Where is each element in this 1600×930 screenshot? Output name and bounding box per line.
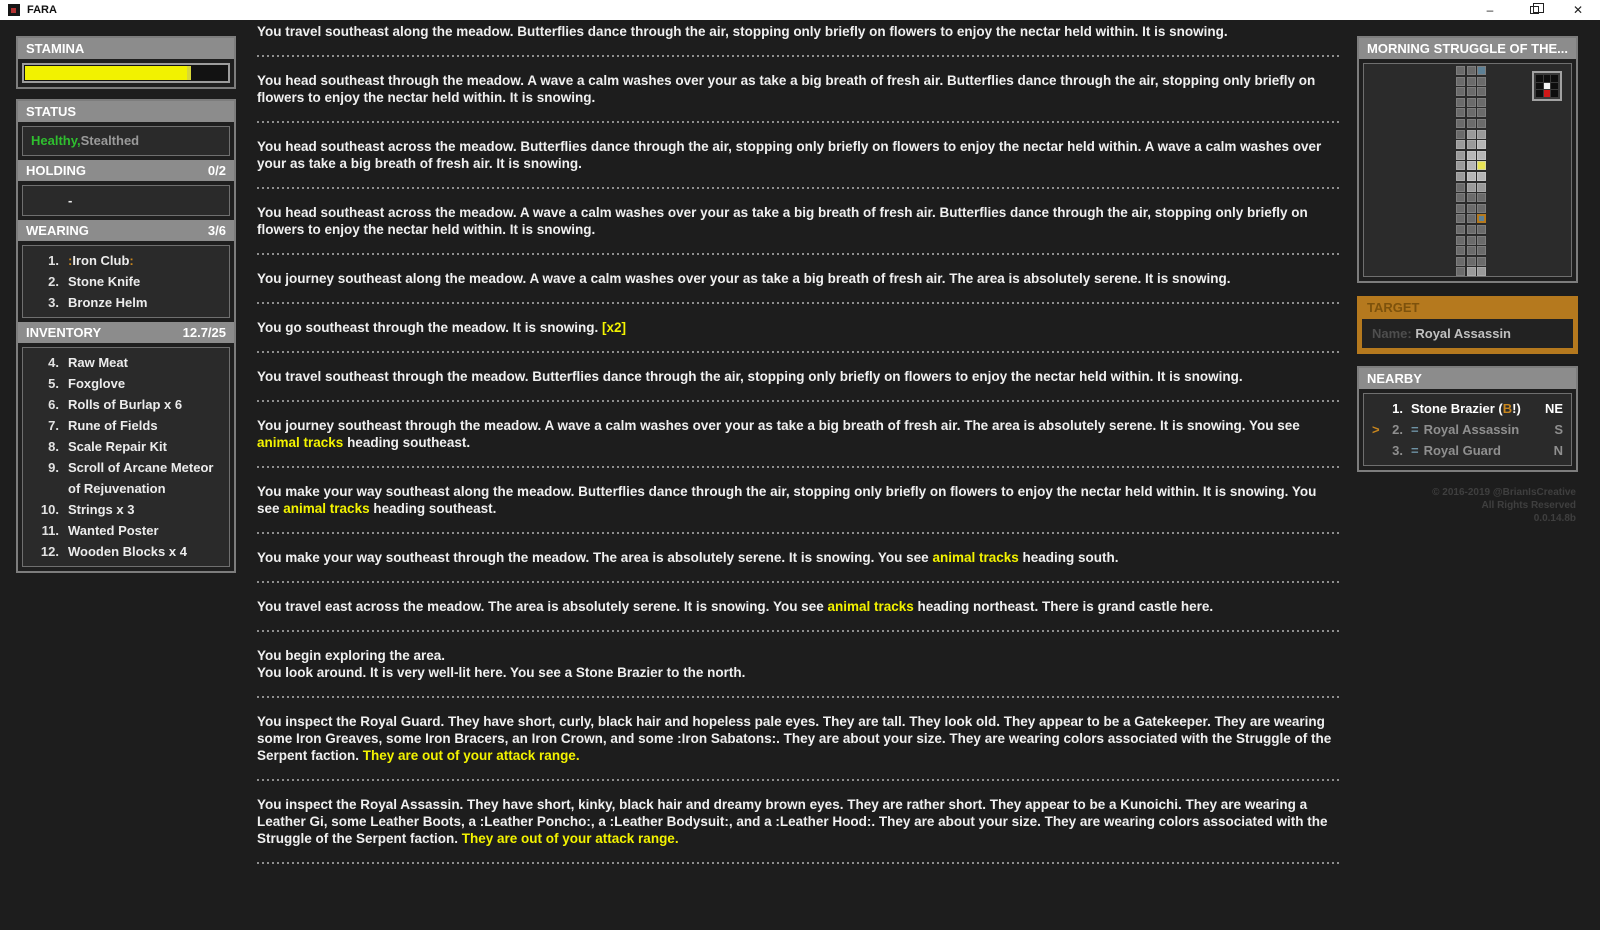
text-segment: heading south. xyxy=(1018,550,1119,565)
map-tile xyxy=(1477,66,1486,75)
text-segment: You head southeast across the meadow. Butterflies dance through the air, stopping only briefly on flowers to enjoy the nectar held within. A wave a calm washes over your as take a big breath of fresh air. It is snowing. xyxy=(257,139,1322,171)
faction-equal-icon: = xyxy=(1411,443,1419,458)
map-tile xyxy=(1477,193,1486,202)
map-tile xyxy=(1456,151,1465,160)
minimap-grid xyxy=(1456,66,1486,276)
log-separator xyxy=(257,400,1342,402)
text-segment: You look around. It is very well-lit here. You see a Stone Brazier to the north. xyxy=(257,665,746,680)
log-entry xyxy=(257,270,1342,287)
map-tile xyxy=(1456,98,1465,107)
minimap-header xyxy=(1359,38,1576,59)
map-tile xyxy=(1467,98,1476,107)
map-tile xyxy=(1477,204,1486,213)
log-separator xyxy=(257,630,1342,632)
map-tile xyxy=(1477,119,1486,128)
log-entry xyxy=(257,713,1342,764)
stamina-header xyxy=(18,38,234,59)
compass-cell xyxy=(1544,90,1551,97)
text-segment: You begin exploring the area. xyxy=(257,648,446,663)
map-tile xyxy=(1456,257,1465,266)
map-tile xyxy=(1467,108,1476,117)
item-label xyxy=(68,436,221,457)
compass-cell xyxy=(1551,90,1558,97)
text-segment: You journey southeast through the meadow. A wave a calm washes over your as take a big breath of fresh air. The area is absolutely serene. It is snowing. You see xyxy=(257,418,1300,433)
map-tile xyxy=(1467,151,1476,160)
log-separator xyxy=(257,532,1342,534)
log-separator xyxy=(257,55,1342,57)
app-icon xyxy=(8,4,20,16)
faction-equal-icon: = xyxy=(1411,422,1419,437)
map-tile xyxy=(1456,87,1465,96)
target-name-label: Name: xyxy=(1372,326,1412,341)
nearby-panel xyxy=(1357,366,1578,472)
text-segment: Strings x 3 xyxy=(68,502,135,517)
text-segment: Stealthed xyxy=(80,133,140,148)
text-segment: Raw Meat xyxy=(68,355,128,370)
text-segment: You head southeast through the meadow. A wave a calm washes over your as take a big breath of fresh air. Butterflies dance through the air, stopping only briefly on flowers to enjoy the nectar held within. It is snowing. xyxy=(257,73,1316,105)
stamina-bar xyxy=(22,63,230,83)
text-segment: Rolls of Burlap x 6 xyxy=(68,397,183,412)
text-segment: animal tracks xyxy=(932,550,1019,565)
log-entry xyxy=(257,23,1342,40)
item-label xyxy=(68,520,221,541)
right-sidebar xyxy=(1357,36,1578,525)
text-segment: They are out of your attack range. xyxy=(461,831,679,846)
log-entry xyxy=(257,204,1342,238)
holding-header xyxy=(18,160,234,181)
wearing-list xyxy=(22,245,230,318)
map-tile xyxy=(1456,246,1465,255)
selection-marker xyxy=(1372,440,1385,461)
direction-label: N xyxy=(1553,443,1563,458)
map-tile xyxy=(1456,119,1465,128)
nearby-list xyxy=(1363,393,1572,466)
nearby-item[interactable] xyxy=(1372,440,1563,461)
map-tile xyxy=(1456,183,1465,192)
wearing-header xyxy=(18,220,234,241)
left-sidebar xyxy=(16,36,236,573)
window-title: FARA xyxy=(27,4,57,16)
map-tile xyxy=(1467,130,1476,139)
log-entry xyxy=(257,319,1342,336)
map-tile xyxy=(1456,66,1465,75)
map-tile xyxy=(1477,151,1486,160)
close-button[interactable] xyxy=(1556,0,1600,20)
version-footer xyxy=(1357,486,1578,525)
text-segment: Scroll of Arcane Meteor of Rejuvenation xyxy=(68,460,214,496)
item-number: 1. xyxy=(48,253,59,268)
target-tile xyxy=(1477,214,1486,223)
map-tile xyxy=(1477,172,1486,181)
nearby-name xyxy=(1424,419,1551,440)
map-tile xyxy=(1467,246,1476,255)
text-segment: heading southeast. xyxy=(369,501,497,516)
map-tile xyxy=(1456,214,1465,223)
log-separator xyxy=(257,302,1342,304)
nearby-header xyxy=(1359,368,1576,389)
map-tile xyxy=(1477,225,1486,234)
compass-cell xyxy=(1536,90,1543,97)
target-label: TARGET xyxy=(1367,300,1420,315)
text-segment: Stone Brazier ( xyxy=(1411,401,1503,416)
compass-cell xyxy=(1551,83,1558,90)
map-tile xyxy=(1456,193,1465,202)
text-segment: B xyxy=(1502,401,1513,416)
map-tile xyxy=(1477,108,1486,117)
log-entry xyxy=(257,647,1342,681)
item-number: 3. xyxy=(48,295,59,310)
text-segment: Rune of Fields xyxy=(68,418,158,433)
rights-line: All Rights Reserved xyxy=(1481,500,1576,511)
map-tile xyxy=(1456,172,1465,181)
item-label xyxy=(68,250,221,271)
item-number: 11. xyxy=(41,523,59,538)
map-tile xyxy=(1467,204,1476,213)
map-tile xyxy=(1467,225,1476,234)
text-segment: You travel southeast along the meadow. Butterflies dance through the air, stopping only briefly on flowers to enjoy the nectar held within. It is snowing. xyxy=(257,24,1228,39)
minimize-button[interactable] xyxy=(1468,0,1512,20)
text-segment: heading northeast. There is grand castle here. xyxy=(913,599,1214,614)
close-icon: ✕ xyxy=(1572,3,1584,17)
direction-label: NE xyxy=(1544,401,1563,416)
item-number: 1. xyxy=(1392,401,1403,416)
text-segment: You travel southeast through the meadow. Butterflies dance through the air, stopping only briefly on flowers to enjoy the nectar held within. It is snowing. xyxy=(257,369,1243,384)
map-tile xyxy=(1477,183,1486,192)
text-segment: animal tracks xyxy=(827,599,914,614)
nearby-name xyxy=(1424,440,1550,461)
item-number: 12. xyxy=(40,544,59,559)
map-tile xyxy=(1467,77,1476,86)
log-separator xyxy=(257,187,1342,189)
minimap-panel xyxy=(1357,36,1578,283)
map-tile xyxy=(1467,183,1476,192)
map-tile xyxy=(1456,130,1465,139)
text-segment: Royal Guard xyxy=(1423,443,1501,458)
item-number: 10. xyxy=(40,502,59,517)
inventory-item[interactable] xyxy=(31,352,221,373)
text-segment: You head southeast across the meadow. A wave a calm washes over your as take a big breath of fresh air. Butterflies dance through the air, stopping only briefly on flowers to enjoy the nectar held within. It is snowing. xyxy=(257,205,1308,237)
log-entry xyxy=(257,483,1342,517)
nearby-name xyxy=(1411,398,1541,419)
wearing-label: WEARING xyxy=(26,223,89,238)
log-separator xyxy=(257,466,1342,468)
stamina-panel xyxy=(16,36,236,89)
map-tile xyxy=(1477,98,1486,107)
map-tile xyxy=(1477,130,1486,139)
inventory-label: INVENTORY xyxy=(26,325,102,340)
time-of-day-label: MORNING xyxy=(1367,41,1430,56)
target-name-value: Royal Assassin xyxy=(1415,326,1511,341)
text-segment: Scale Repair Kit xyxy=(68,439,167,454)
map-tile xyxy=(1477,87,1486,96)
text-segment: [x2] xyxy=(602,320,627,335)
text-segment: !) xyxy=(1512,401,1521,416)
map-tile xyxy=(1456,225,1465,234)
item-number: 7. xyxy=(48,418,59,433)
item-number: 2. xyxy=(48,274,59,289)
inventory-item[interactable] xyxy=(31,436,221,457)
inventory-count: 12.7/25 xyxy=(182,325,226,340)
text-segment: Bronze Helm xyxy=(68,295,148,310)
map-tile xyxy=(1467,236,1476,245)
maximize-icon xyxy=(1530,6,1539,14)
item-label xyxy=(68,499,221,520)
log-separator xyxy=(257,581,1342,583)
log-separator xyxy=(257,351,1342,353)
text-segment: You journey southeast along the meadow. A wave a calm washes over your as take a big breath of fresh air. The area is absolutely serene. It is snowing. xyxy=(257,271,1231,286)
item-label xyxy=(68,394,221,415)
status-header xyxy=(18,101,234,122)
compass-cell xyxy=(1536,75,1543,82)
inventory-item[interactable] xyxy=(31,499,221,520)
map-tile xyxy=(1456,140,1465,149)
item-label xyxy=(68,292,221,313)
map-tile xyxy=(1456,267,1465,276)
wearing-item[interactable] xyxy=(31,271,221,292)
inventory-header xyxy=(18,322,234,343)
log-separator xyxy=(257,121,1342,123)
item-label xyxy=(68,271,221,292)
text-segment: You travel east across the meadow. The area is absolutely serene. It is snowing. You see xyxy=(257,599,828,614)
world-position-icon xyxy=(1532,71,1562,101)
inventory-item[interactable] xyxy=(31,415,221,436)
text-segment: Wanted Poster xyxy=(68,523,159,538)
maximize-button[interactable] xyxy=(1512,0,1556,20)
compass-cell xyxy=(1551,75,1558,82)
direction-label: S xyxy=(1554,422,1563,437)
text-segment: heading southeast. xyxy=(343,435,471,450)
log-entry xyxy=(257,72,1342,106)
map-tile xyxy=(1477,257,1486,266)
item-number xyxy=(31,190,59,211)
selection-marker xyxy=(1372,398,1385,419)
item-number: 8. xyxy=(48,439,59,454)
game-log xyxy=(257,20,1342,879)
text-segment: You make your way southeast through the meadow. The area is absolutely serene. It is snowing. You see xyxy=(257,550,933,565)
selection-marker: > xyxy=(1372,422,1380,437)
player-tile xyxy=(1477,161,1486,170)
compass-cell xyxy=(1544,83,1551,90)
status-panel xyxy=(16,99,236,573)
log-entry xyxy=(257,417,1342,451)
item-label xyxy=(68,457,221,499)
inventory-item[interactable] xyxy=(31,394,221,415)
text-segment: They are out of your attack range. xyxy=(362,748,580,763)
faction-label: STRUGGLE OF THE... xyxy=(1433,41,1568,56)
map-tile xyxy=(1467,214,1476,223)
item-label xyxy=(68,373,221,394)
minimap xyxy=(1363,63,1572,277)
text-segment: Foxglove xyxy=(68,376,126,391)
item-number: 9. xyxy=(48,460,59,475)
compass-cell xyxy=(1544,75,1551,82)
item-label xyxy=(68,190,221,211)
wearing-item[interactable] xyxy=(31,250,221,271)
wearing-count: 3/6 xyxy=(207,223,226,238)
text-segment: You make your way southeast along the meadow. Butterflies dance through the air, stopping only briefly on flowers to enjoy the nectar held within. It is snowing. You see xyxy=(257,484,1317,516)
wearing-item[interactable] xyxy=(31,292,221,313)
log-separator xyxy=(257,253,1342,255)
text-segment: Royal Assassin xyxy=(1423,422,1520,437)
inventory-item[interactable] xyxy=(31,457,221,499)
text-segment: animal tracks xyxy=(283,501,370,516)
map-tile xyxy=(1467,119,1476,128)
map-tile xyxy=(1456,77,1465,86)
map-tile xyxy=(1467,193,1476,202)
map-tile xyxy=(1456,161,1465,170)
nearby-item[interactable] xyxy=(1372,398,1563,419)
map-tile xyxy=(1467,161,1476,170)
map-tile xyxy=(1467,140,1476,149)
item-label xyxy=(68,415,221,436)
log-entry xyxy=(257,368,1342,385)
text-segment: Stone Knife xyxy=(68,274,141,289)
inventory-item[interactable] xyxy=(31,520,221,541)
item-number: 3. xyxy=(1392,443,1403,458)
log-entry xyxy=(257,549,1342,566)
map-tile xyxy=(1456,108,1465,117)
minimize-icon: – xyxy=(1486,3,1494,17)
map-tile xyxy=(1467,257,1476,266)
text-segment: You inspect the Royal Guard. They have short, curly, black hair and hopeless pale eyes. They are tall. They look old. They appear to be a Gatekeeper. They are wearing some Iron Greaves, some Iron Bracers, an Iron Crown, and some :Iron Sabatons:. They are about your size. They are wearing colors associated with the Struggle of the Serpent faction. xyxy=(257,714,1332,763)
nearby-item[interactable] xyxy=(1372,419,1563,440)
stamina-label: STAMINA xyxy=(26,41,85,56)
holding-label: HOLDING xyxy=(26,163,86,178)
item-label xyxy=(68,352,221,373)
map-tile xyxy=(1456,236,1465,245)
text-segment: You inspect the Royal Assassin. They have short, kinky, black hair and dreamy brown eyes. They are rather short. They appear to be a Kunoichi. They are wearing a Leather Gi, some Leather Boots, a :Leather Poncho:, a :Leather Bodysuit:, and a :Leather Hood:. They are about your size. They are wearing colors associated with the Struggle of the Serpent faction. xyxy=(257,797,1328,846)
status-values xyxy=(22,126,230,156)
item-number: 4. xyxy=(48,355,59,370)
map-tile xyxy=(1467,66,1476,75)
map-tile xyxy=(1467,87,1476,96)
item-label xyxy=(68,541,221,562)
titlebar xyxy=(0,0,1600,20)
log-separator xyxy=(257,862,1342,864)
text-segment: Iron Club xyxy=(72,253,130,268)
map-tile xyxy=(1477,246,1486,255)
log-entry xyxy=(257,138,1342,172)
nearby-label: NEARBY xyxy=(1367,371,1422,386)
log-separator xyxy=(257,779,1342,781)
game-window xyxy=(0,20,1600,930)
log-separator xyxy=(257,696,1342,698)
item-number: 5. xyxy=(48,376,59,391)
inventory-item[interactable] xyxy=(31,541,221,562)
inventory-item[interactable] xyxy=(31,373,221,394)
log-entry xyxy=(257,598,1342,615)
map-tile xyxy=(1477,140,1486,149)
status-label: STATUS xyxy=(26,104,77,119)
map-tile xyxy=(1477,77,1486,86)
text-segment: - xyxy=(68,193,73,208)
compass-cell xyxy=(1536,83,1543,90)
text-segment: You go southeast through the meadow. It is snowing. xyxy=(257,320,603,335)
version-line: 0.0.14.8b xyxy=(1533,513,1576,524)
log-entry xyxy=(257,796,1342,847)
item-number: 6. xyxy=(48,397,59,412)
text-segment: : xyxy=(68,253,73,268)
text-segment: Healthy, xyxy=(31,133,81,148)
map-tile xyxy=(1467,267,1476,276)
map-tile xyxy=(1467,172,1476,181)
holding-item xyxy=(31,190,221,211)
map-tile xyxy=(1477,267,1486,276)
holding-count: 0/2 xyxy=(207,163,226,178)
text-segment: Wooden Blocks x 4 xyxy=(68,544,187,559)
inventory-list xyxy=(22,347,230,567)
target-panel xyxy=(1357,296,1578,354)
stamina-fill xyxy=(25,66,191,80)
map-tile xyxy=(1456,204,1465,213)
target-info xyxy=(1362,319,1573,348)
holding-list xyxy=(22,185,230,216)
text-segment: : xyxy=(129,253,134,268)
item-number: 2. xyxy=(1392,422,1403,437)
text-segment: animal tracks xyxy=(257,435,344,450)
copyright-line: © 2016-2019 @BrianIsCreative xyxy=(1432,487,1576,498)
map-tile xyxy=(1477,236,1486,245)
